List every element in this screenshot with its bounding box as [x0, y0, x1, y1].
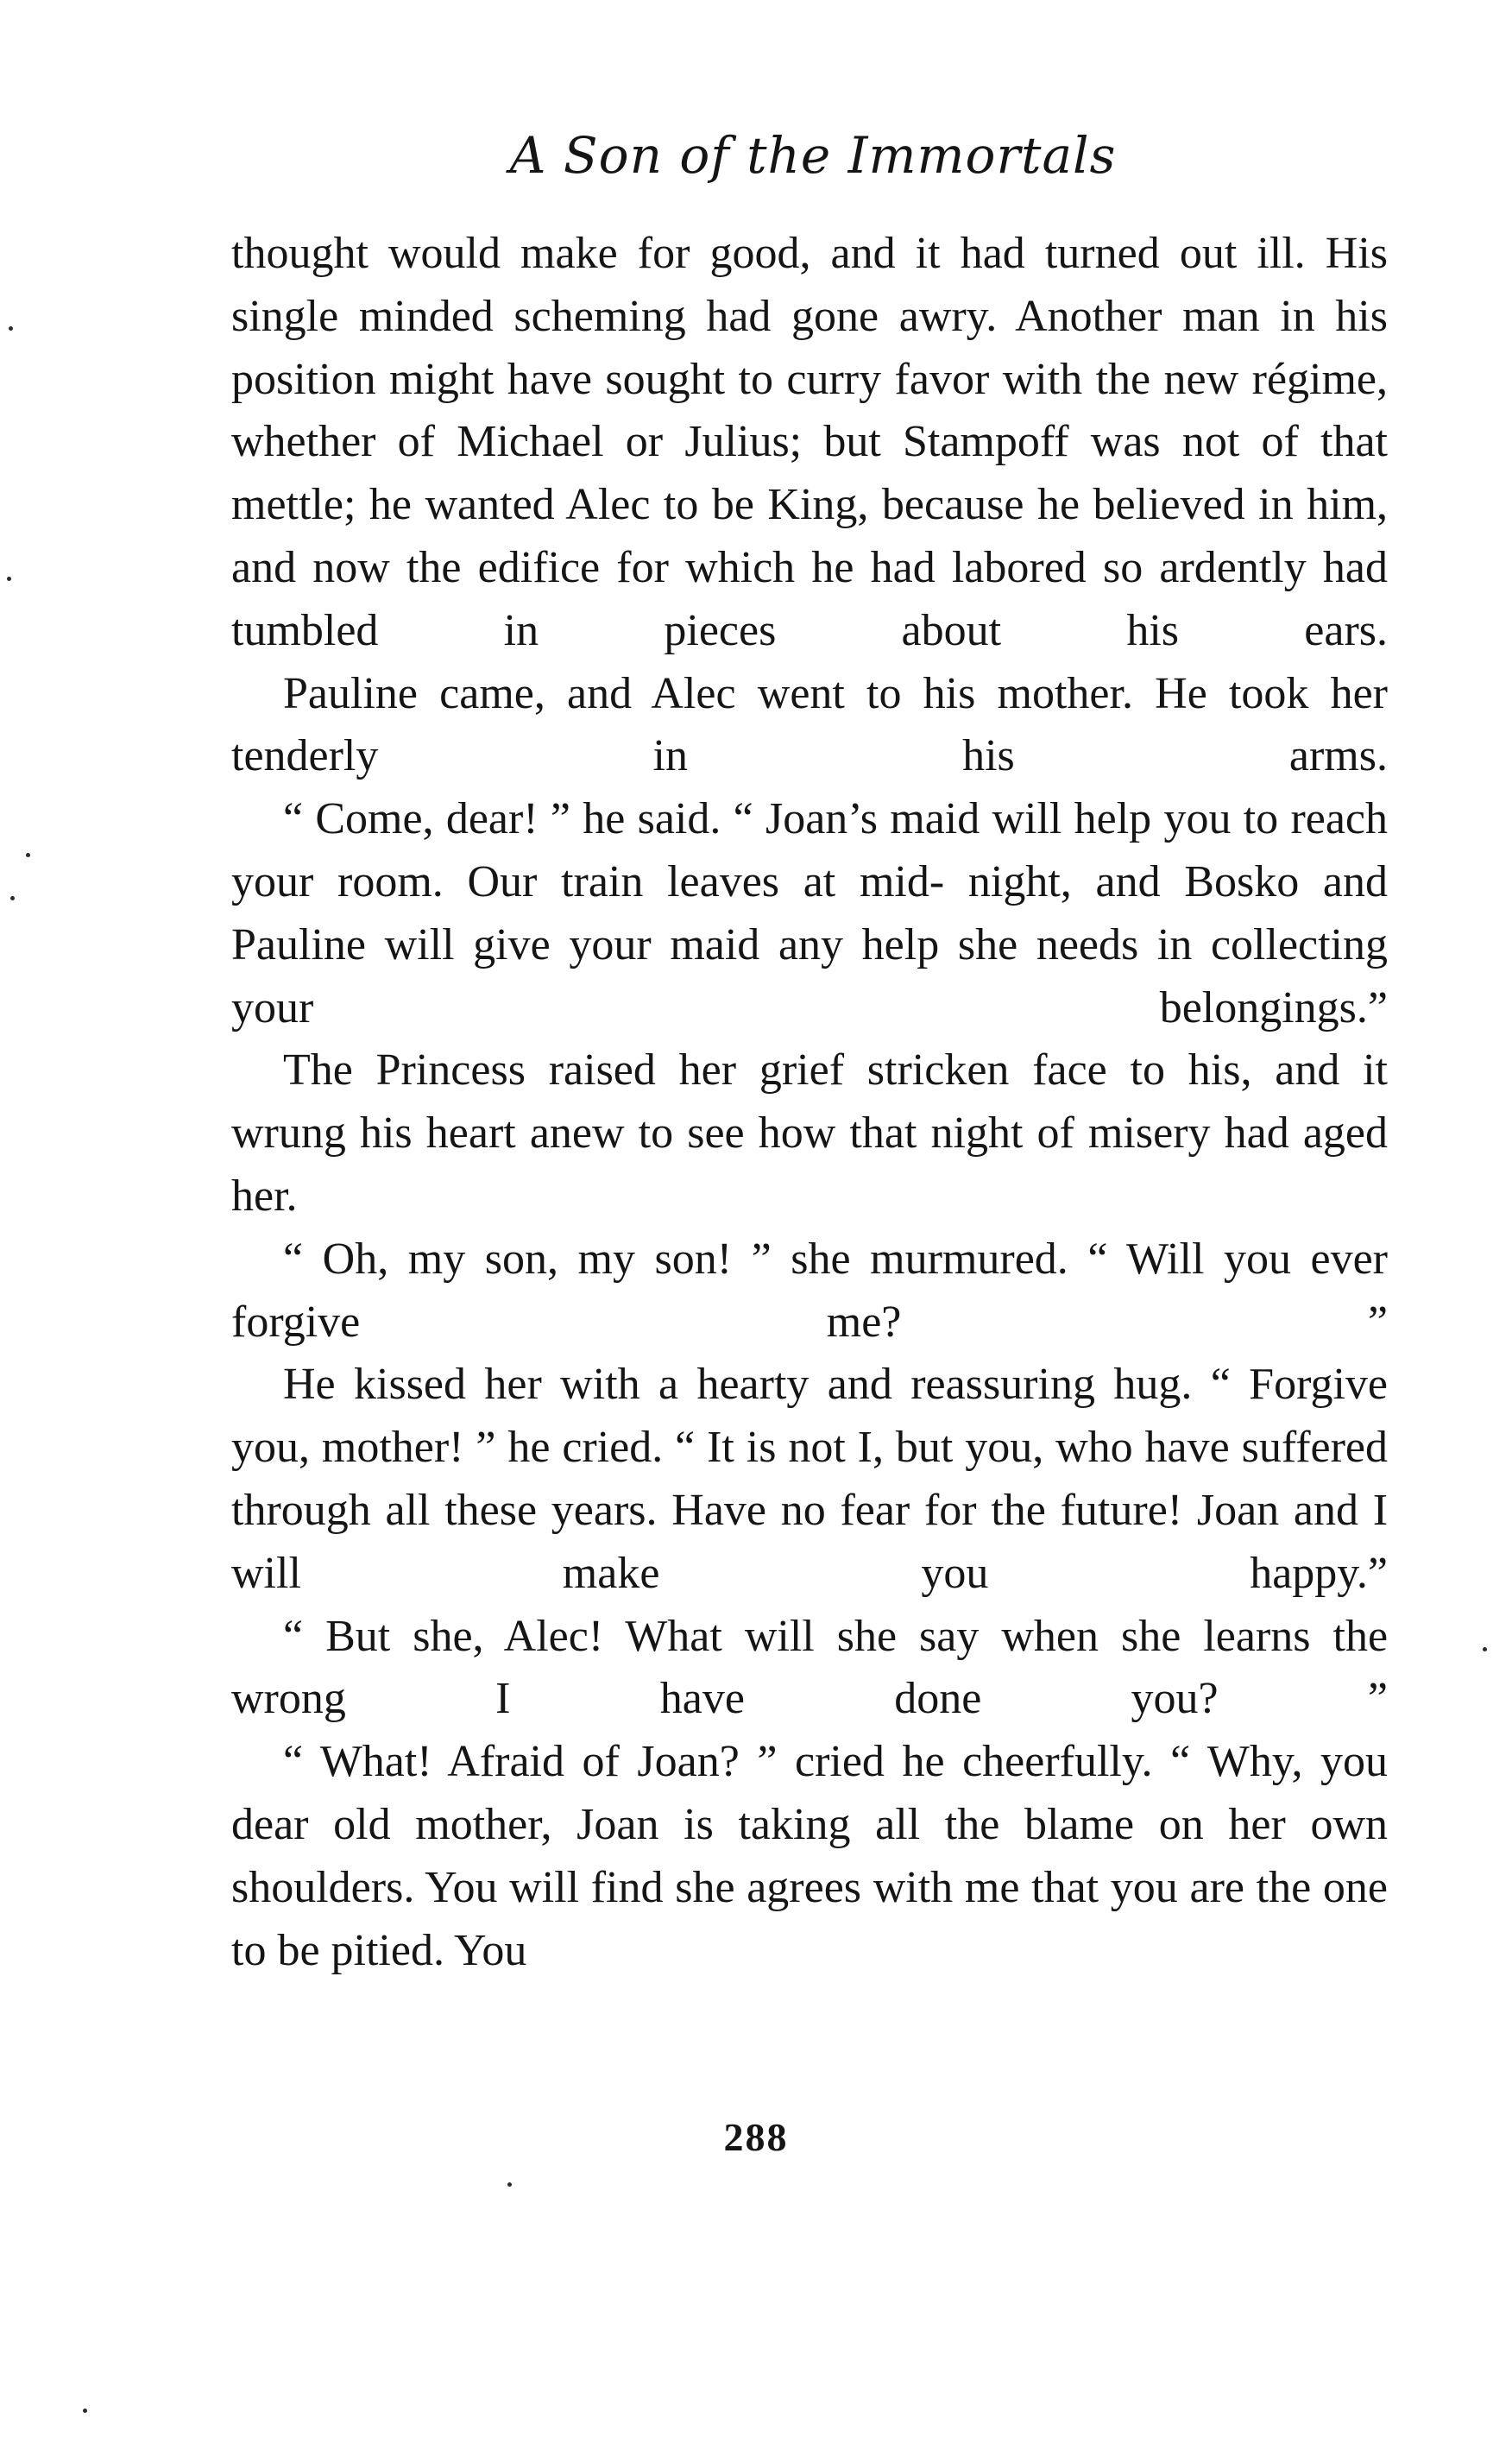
running-head: A Son of the Immortals [509, 126, 1117, 185]
text-line: thought would make for good, and it had turned [231, 229, 1160, 278]
text-line: “ But she, Alec! What will she say when she [283, 1611, 1181, 1661]
text-line: “ Why, you dear old mother, Joan is taking all the [231, 1737, 1389, 1849]
paragraph-2 [231, 663, 1388, 789]
text-line: wanted Alec to be King, because he believed in him, [425, 480, 1389, 530]
text-line: The Princess raised her grief stricken face to his, [283, 1045, 1252, 1096]
page-number: 288 [723, 2115, 789, 2159]
text-line: night, and Bosko and Pauline will give your maid [231, 856, 1388, 969]
text-line: you to reach your room. Our train leaves at mid- [231, 794, 1389, 906]
paragraph-5 [231, 1228, 1388, 1354]
text-line: but you, who have suffered through all these years. [231, 1423, 1388, 1535]
text-line: ardently had tumbled in pieces about his ears. [231, 542, 1388, 655]
body-text [231, 223, 1388, 1982]
text-line: or Julius; but Stampoff was not of that mettle; he [231, 417, 1389, 530]
paragraph-7 [231, 1606, 1388, 1732]
text-line: any help she needs in collecting your belongings.” [231, 919, 1389, 1032]
text-line: “ Forgive you, mother! ” he cried. “ It is not I, [231, 1360, 1389, 1473]
text-line: blame on her own shoulders. You will find she agrees [231, 1799, 1388, 1912]
scan-speck [26, 853, 30, 857]
text-line: “ Oh, my son, my son! ” she murmured. “ Will [283, 1234, 1205, 1284]
text-line: curry favor with the new régime, whether of Michael [231, 354, 1388, 467]
paragraph-3 [231, 788, 1388, 1039]
scan-speck [1483, 1647, 1487, 1651]
text-line: of misery had aged her. [231, 1108, 1388, 1221]
text-line: with me that you are the one to be pitied. You [231, 1862, 1388, 1975]
scan-speck [83, 2409, 87, 2413]
scan-speck [7, 577, 11, 581]
text-line: Pauline came, and Alec went to his mother. He [283, 668, 1207, 718]
text-line: Another man in his position might have sought to [231, 291, 1388, 404]
text-line: out ill. His single minded scheming had gone awry. [231, 229, 1389, 341]
text-line: Have no fear for the future! Joan and I will make [231, 1485, 1389, 1598]
paragraph-6 [231, 1354, 1388, 1605]
text-line: He kissed her with a hearty and reassuring hug. [283, 1360, 1193, 1410]
text-line: you ever forgive me? ” [231, 1234, 1388, 1347]
paragraph-4 [231, 1039, 1388, 1228]
text-line: learns the wrong I have done you? ” [231, 1611, 1389, 1724]
text-line: and now the edifice for which he had labored so [231, 542, 1143, 592]
text-line: you happy.” [921, 1548, 1388, 1598]
text-line: and it wrung his heart anew to see how that night [231, 1045, 1389, 1159]
text-line: “ What! Afraid of Joan? ” cried he cheerfully. [283, 1737, 1153, 1787]
text-line: took her tenderly in his arms. [231, 668, 1388, 781]
scan-speck [507, 2182, 512, 2187]
scan-speck [9, 326, 13, 331]
scan-speck [10, 896, 15, 900]
text-line: “ Come, dear! ” he said. “ Joan’s maid will help [283, 794, 1152, 844]
paragraph-8 [231, 1731, 1388, 1982]
paragraph-1 [231, 223, 1388, 663]
